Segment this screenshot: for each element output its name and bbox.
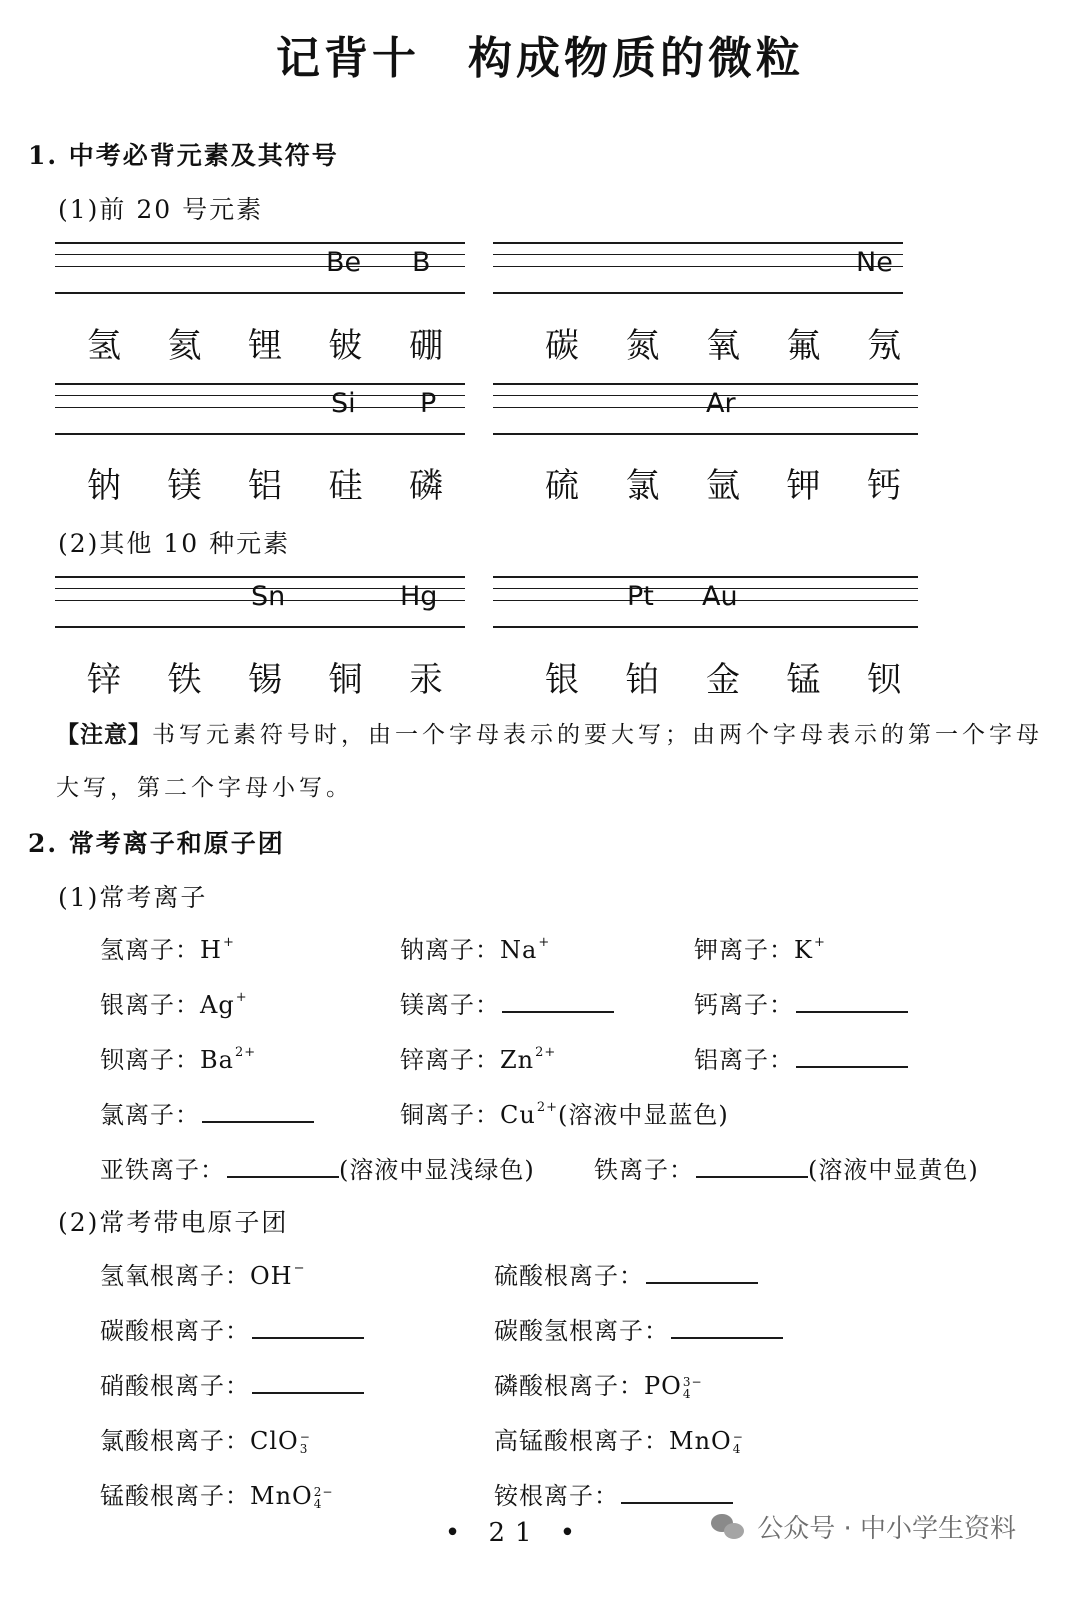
wechat-icon (711, 1512, 747, 1542)
answer-blank[interactable] (796, 1046, 908, 1068)
note-paragraph (56, 708, 1046, 815)
ion-item: 氯离子： (100, 1095, 314, 1130)
answer-blank[interactable] (502, 991, 614, 1013)
group-item: 碳酸氢根离子： (494, 1311, 783, 1346)
element-name: 锰 (786, 660, 821, 700)
element-name: 碳 (545, 326, 579, 366)
element-name: 磷 (409, 466, 443, 506)
group-item: 氢氧根离子：OH− (100, 1261, 306, 1290)
answer-blank[interactable] (671, 1317, 783, 1339)
element-name: 铂 (625, 660, 660, 700)
answer-blank[interactable] (621, 1482, 733, 1504)
element-name: 氯 (625, 466, 660, 506)
element-name: 钾 (786, 466, 821, 506)
element-name-row (540, 458, 906, 506)
ion-item: 钾离子：K+ (694, 935, 826, 964)
ion-item: 银离子：Ag+ (100, 990, 248, 1019)
watermark-text: 公众号 · 中小学生资料 (757, 1514, 1016, 1544)
ion-item: 钙离子： (694, 985, 908, 1020)
element-name: 氟 (786, 326, 821, 366)
group-item: 铵根离子： (494, 1476, 733, 1511)
element-name: 金 (706, 660, 740, 700)
element-name: 锂 (248, 326, 282, 366)
ion-item: 锌离子：$Zn^{2+}$ (400, 1045, 557, 1074)
element-name-row (82, 652, 448, 700)
element-name-row (540, 318, 906, 366)
element-symbol: Be (326, 247, 362, 278)
section-1-sub-1: (1)前 20 号元素 (58, 195, 264, 224)
element-symbol: Pt (627, 581, 654, 612)
ion-item: 镁离子： (400, 985, 614, 1020)
answer-blank[interactable] (252, 1372, 364, 1394)
element-symbol: Hg (400, 581, 438, 612)
answer-blank[interactable] (796, 991, 908, 1013)
element-name: 钠 (87, 466, 121, 506)
section-2-sub-2: (2)常考带电原子团 (58, 1208, 289, 1237)
page-number: • 21 • (444, 1518, 586, 1548)
element-name-row (82, 318, 448, 366)
note-label: 【注意】 (56, 721, 152, 748)
element-name: 镁 (167, 466, 202, 506)
element-symbol: B (412, 247, 431, 278)
element-name: 钙 (867, 466, 901, 506)
element-name: 氧 (706, 326, 740, 366)
element-name: 氢 (87, 326, 121, 366)
group-item: 磷酸根离子：PO 3− 4 (494, 1372, 703, 1401)
element-name: 铝 (248, 466, 282, 506)
group-item: 硫酸根离子： (494, 1256, 758, 1291)
element-symbol: P (420, 388, 437, 419)
answer-blank[interactable] (646, 1262, 758, 1284)
element-name: 汞 (409, 660, 443, 700)
section-1-sub-2: (2)其他 10 种元素 (58, 529, 291, 558)
element-name-row (82, 458, 448, 506)
ion-item: 铝离子： (694, 1040, 908, 1075)
element-symbol: Ar (706, 388, 736, 419)
ion-item: 钡离子：$Ba^{2+}$ (100, 1045, 257, 1074)
answer-blank[interactable] (252, 1317, 364, 1339)
element-name: 铁 (167, 660, 202, 700)
element-symbol: Au (702, 581, 738, 612)
group-item: 高锰酸根离子：MnO − 4 (494, 1427, 744, 1456)
element-name: 钡 (867, 660, 901, 700)
element-name: 氩 (706, 466, 740, 506)
section-2-heading: 2. 常考离子和原子团 (28, 829, 285, 858)
answer-blank[interactable] (202, 1101, 314, 1123)
page-title: 记背十 构成物质的微粒 (276, 33, 804, 84)
ion-item: 钠离子：Na+ (400, 935, 551, 964)
element-symbol: Si (331, 388, 356, 419)
group-item: 氯酸根离子：ClO − 3 (100, 1427, 311, 1456)
element-name: 硅 (328, 466, 363, 506)
element-name: 氦 (167, 326, 202, 366)
answer-blank[interactable] (227, 1156, 339, 1178)
element-name: 银 (545, 660, 579, 700)
element-name: 铍 (328, 326, 363, 366)
element-name: 氮 (625, 326, 660, 366)
ion-item: 氢离子：H+ (100, 935, 235, 964)
element-symbol: Ne (856, 247, 893, 278)
element-name: 氖 (867, 326, 901, 366)
note-text: 书写元素符号时，由一个字母表示的要大写；由两个字母表示的第一个字母大写，第二个字母小写。 (56, 722, 1043, 801)
element-name: 硫 (545, 466, 579, 506)
group-item: 硝酸根离子： (100, 1366, 364, 1401)
answer-blank[interactable] (696, 1156, 808, 1178)
element-name: 锌 (87, 660, 121, 700)
element-name: 硼 (409, 326, 443, 366)
section-2-sub-1: (1)常考离子 (58, 883, 208, 912)
section-1-heading: 1. 中考必背元素及其符号 (28, 141, 339, 170)
element-symbol: Sn (251, 581, 286, 612)
watermark (711, 1508, 1016, 1545)
element-name-row (540, 652, 906, 700)
ion-item: 亚铁离子： (溶液中显浅绿色) (100, 1156, 535, 1184)
element-name: 铜 (328, 660, 363, 700)
group-item: 锰酸根离子：MnO 2− 4 (100, 1482, 334, 1511)
ion-item: 铁离子： (溶液中显黄色) (594, 1156, 979, 1184)
element-name: 锡 (248, 660, 282, 700)
group-item: 碳酸根离子： (100, 1311, 364, 1346)
ion-item: 铜离子：$Cu^{2+}$(溶液中显蓝色) (400, 1100, 729, 1129)
